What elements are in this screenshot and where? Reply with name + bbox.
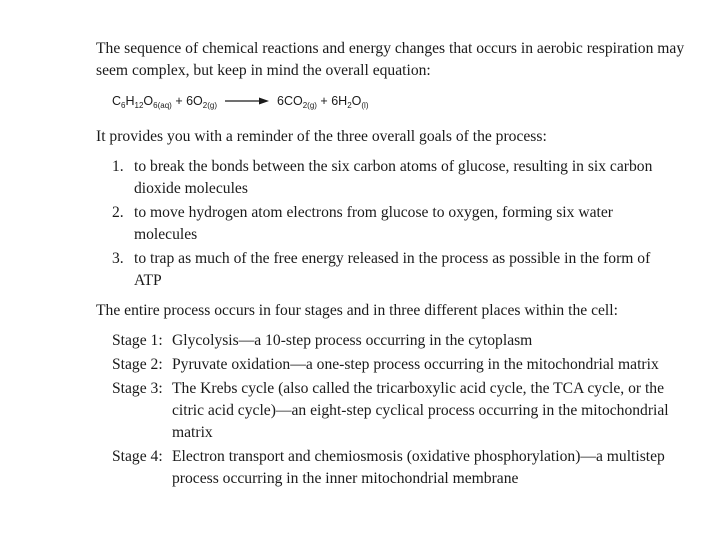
carbon-dioxide-formula: $6CO_{2(g)}$: [277, 94, 317, 110]
stage-label: Stage 4:: [112, 448, 163, 465]
list-item: [112, 156, 672, 200]
list-item: [112, 202, 672, 246]
list-item-text: to move hydrogen atom electrons from glucose to oxygen, forming six water molecules: [134, 204, 613, 243]
list-item: [112, 446, 672, 490]
stage-text: Pyruvate oxidation—a one-step process occurring in the mitochondrial matrix: [172, 356, 659, 373]
respiration-equation: [112, 92, 368, 110]
list-number: 3.: [112, 250, 124, 267]
reaction-arrow-icon: [225, 96, 269, 106]
list-item-text: to trap as much of the free energy released in the process as possible in the form of ATP: [134, 250, 651, 289]
glucose-formula: $C_6H_{12}O_{6(aq)}$: [112, 94, 172, 110]
list-item: [112, 378, 672, 444]
list-number: 1.: [112, 158, 124, 175]
stage-text: The Krebs cycle (also called the tricarboxylic acid cycle, the TCA cycle, or the citric acid cycle)—an eight-step cyclical process occurring in the mitochondrial matrix: [172, 380, 669, 441]
list-item: [112, 248, 672, 292]
plus-sign: +: [171, 94, 187, 108]
stage-label: Stage 1:: [112, 332, 163, 349]
stage-label: Stage 2:: [112, 356, 163, 373]
stage-text: Glycolysis—a 10-step process occurring in the cytoplasm: [172, 332, 533, 349]
stages-list: [112, 330, 672, 490]
list-item: [112, 330, 672, 352]
water-formula: $6H_2O_{(l)}$: [331, 94, 369, 110]
stages-intro-paragraph: The entire process occurs in four stages and in three different places within the cell:: [96, 302, 618, 319]
stage-label: Stage 3:: [112, 380, 163, 397]
plus-sign: +: [316, 94, 332, 108]
list-number: 2.: [112, 204, 124, 221]
list-item: [112, 354, 672, 376]
stage-text: Electron transport and chemiosmosis (oxidative phosphorylation)—a multistep process occurring in the inner mitochondrial membrane: [172, 448, 665, 487]
goals-intro-paragraph: It provides you with a reminder of the three overall goals of the process:: [96, 128, 547, 145]
goals-list: [112, 156, 672, 292]
list-item-text: to break the bonds between the six carbon atoms of glucose, resulting in six carbon dioxide molecules: [134, 158, 653, 197]
intro-paragraph: The sequence of chemical reactions and energy changes that occurs in aerobic respiration may seem complex, but keep in mind the overall equation:: [96, 40, 685, 79]
oxygen-formula: $6O_{2(g)}$: [186, 94, 218, 110]
